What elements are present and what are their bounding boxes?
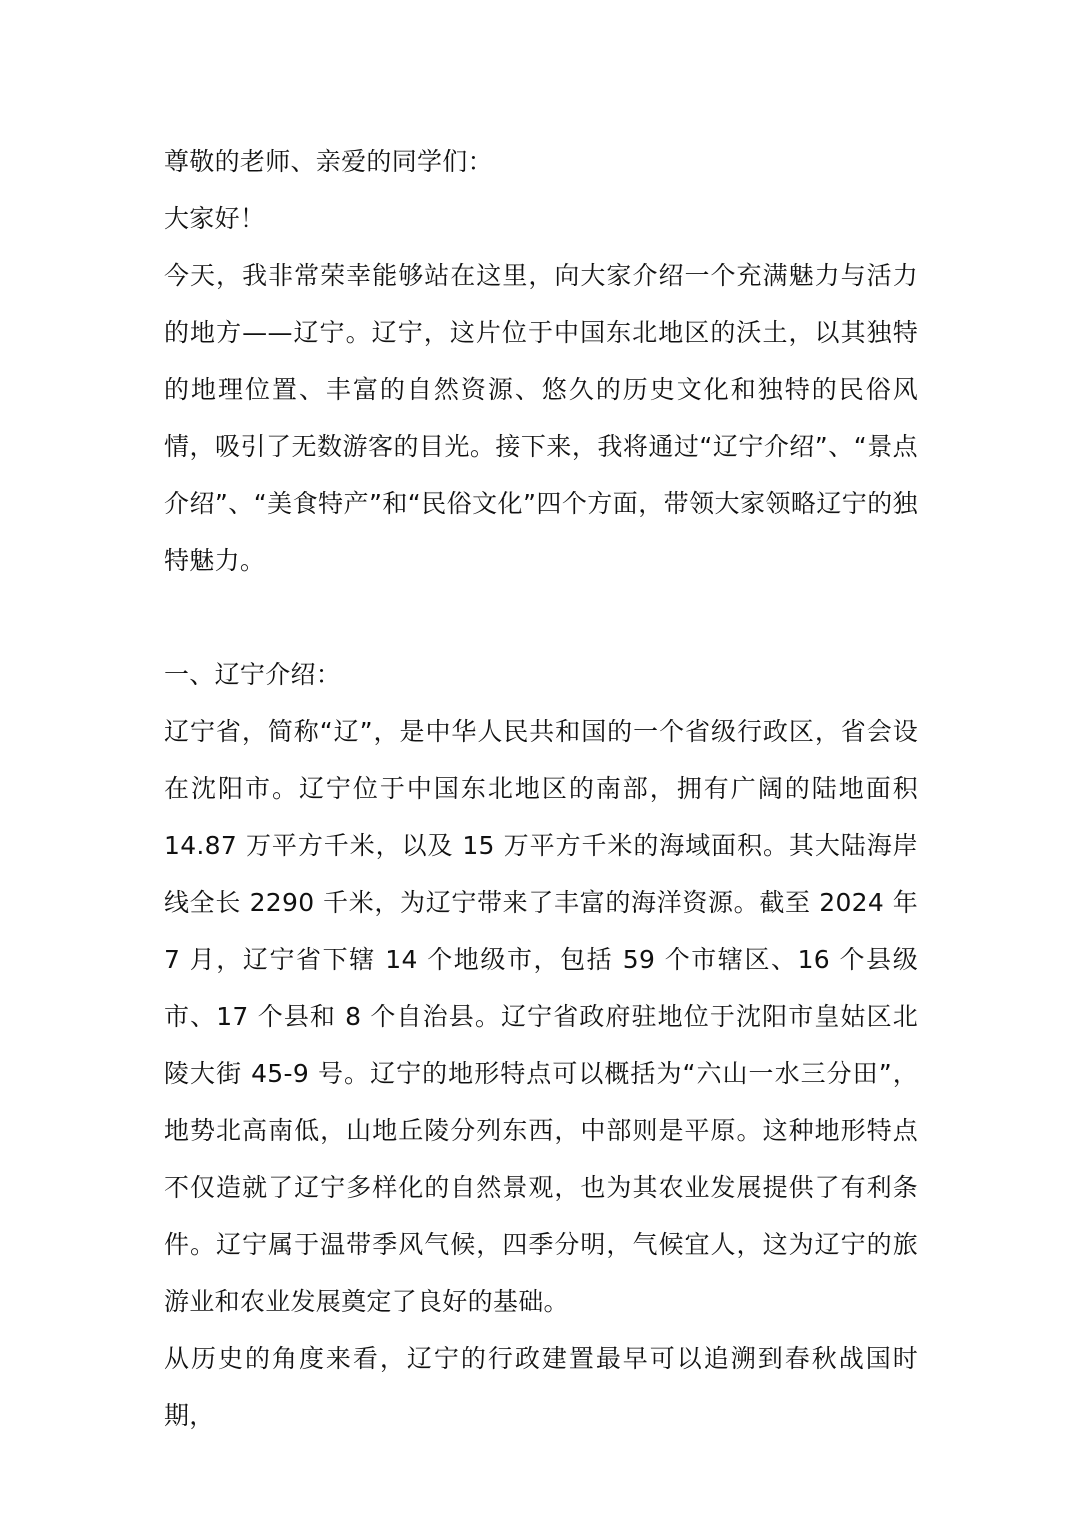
paragraph-spacer bbox=[164, 589, 918, 646]
section-heading: 一、辽宁介绍： bbox=[164, 660, 342, 689]
document-body bbox=[164, 133, 918, 1444]
greeting: 大家好！ bbox=[164, 204, 266, 233]
section-paragraph: 辽宁省，简称“辽”，是中华人民共和国的一个省级行政区，省会设在沈阳市。辽宁位于中国东北地区的南部，拥有广阔的陆地面积 14.87 万平方千米，以及 15 万平方千米的海域面积。其大陆海岸线全长 2290 千米，为辽宁带来了丰富的海洋资源。截至 2024 年 7 月，辽宁省下辖 14 个地级市，包括 59 个市辖区、16 个县级市、17 个县和 8 个自治县。辽宁省政府驻地位于沈阳市皇姑区北陵大街 45-9 号。辽宁的地形特点可以概括为“六山一水三分田”，地势北高南低，山地丘陵分列东西，中部则是平原。这种地形特点不仅造就了辽宁多样化的自然景观，也为其农业发展提供了有利条件。辽宁属于温带季风气候，四季分明，气候宜人，这为辽宁的旅游业和农业发展奠定了良好的基础。 bbox=[164, 717, 918, 1316]
section-paragraph: 从历史的角度来看，辽宁的行政建置最早可以追溯到春秋战国时期， bbox=[164, 1344, 918, 1430]
salutation: 尊敬的老师、亲爱的同学们： bbox=[164, 147, 493, 176]
intro-paragraph: 今天，我非常荣幸能够站在这里，向大家介绍一个充满魅力与活力的地方——辽宁。辽宁，这片位于中国东北地区的沃土，以其独特的地理位置、丰富的自然资源、悠久的历史文化和独特的民俗风情，吸引了无数游客的目光。接下来，我将通过“辽宁介绍”、“景点介绍”、“美食特产”和“民俗文化”四个方面，带领大家领略辽宁的独特魅力。 bbox=[164, 261, 918, 575]
